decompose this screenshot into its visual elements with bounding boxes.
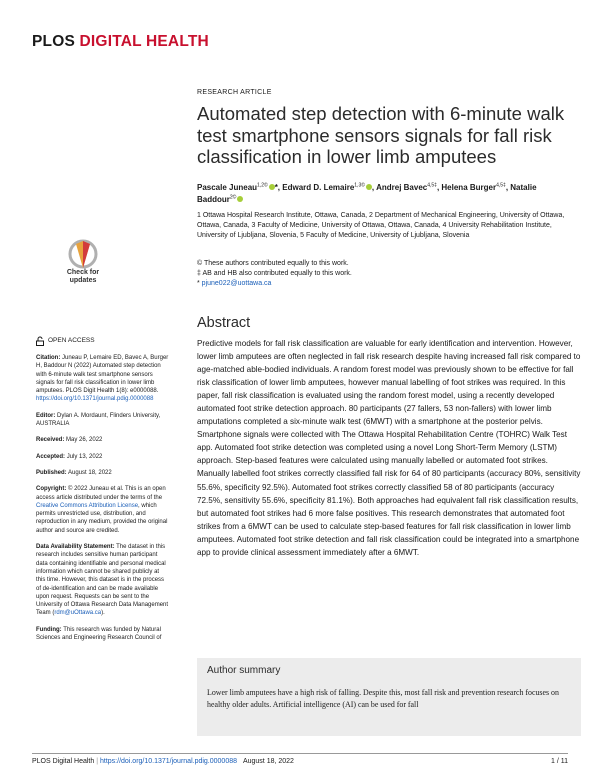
- footer-date: August 18, 2022: [242, 758, 294, 765]
- funding: Funding: This research was funded by Natural Sciences and Engineering Research Council of: [36, 626, 162, 642]
- check-for-updates-icon[interactable]: [62, 238, 104, 294]
- journal-name: DIGITAL HEALTH: [79, 33, 209, 50]
- footer-rule: [32, 753, 568, 754]
- check-for-updates-label[interactable]: Check for updates: [66, 269, 100, 284]
- accepted: Accepted: July 13, 2022: [36, 453, 103, 460]
- data-email-link[interactable]: rdm@uOttawa.ca: [54, 610, 102, 617]
- data-availability: Data Availability Statement: The dataset in this research includes sensitive human participant data containing identifiable and personal medical information which cannot be shared publicly at this time. However, this dataset is in the process of de-identification and can be made available upon request. Requests can be sent to the University of Ottawa Research Data Management Team (rdm@uOttawa.ca).: [36, 544, 169, 617]
- author-1[interactable]: Pascale Juneau$^{1,2©}$ *,: [197, 182, 283, 192]
- author-5[interactable]: Natalie Baddour$^{2©}$: [197, 183, 537, 204]
- author-notes: [197, 259, 577, 288]
- author-3[interactable]: Andrej Bavec$^{4,5\ddagger}$,: [376, 182, 442, 192]
- journal-prefix: PLOS: [32, 33, 76, 50]
- article-type: RESEARCH ARTICLE: [197, 89, 272, 96]
- cc-license-link[interactable]: Creative Commons Attribution License: [36, 502, 139, 509]
- copyright: Copyright: © 2022 Juneau et al. This is an open access article distributed under the terms of the Creative Commons Attribution License, which permits unrestricted use, distribution, and reproduction in any medium, provided the original author and source are credited.: [36, 486, 168, 534]
- footer-doi-link[interactable]: https://doi.org/10.1371/journal.pdig.0000088: [100, 758, 237, 765]
- corresponding-email[interactable]: * pjune022@uottawa.ca: [197, 279, 272, 287]
- author-4[interactable]: Helena Burger$^{4,5\ddagger}$,: [441, 182, 511, 192]
- author-summary-title: Author summary: [207, 665, 281, 676]
- note-ab-hb: ‡ AB and HB also contributed equally to this work.: [197, 269, 352, 277]
- journal-title: [32, 33, 209, 51]
- open-access-lock-icon: [36, 336, 44, 346]
- citation-doi-link[interactable]: https://doi.org/10.1371/journal.pdig.0000088: [36, 396, 154, 403]
- footer-left: PLOS Digital Health | https://doi.org/10.1371/journal.pdig.0000088 August 18, 2022: [32, 758, 294, 765]
- author-summary-body: Lower limb amputees have a high risk of falling. Despite this, most fall risk and prevention research focuses on healthy older adults. Artificial intelligence (AI) can be used for fall: [207, 688, 559, 710]
- abstract-heading: Abstract: [197, 315, 251, 331]
- affiliations: 1 Ottawa Hospital Research Institute, Ottawa, Canada, 2 Department of Mechanical Engineering, University of Ottawa, Ottawa, Canada, 3 Faculty of Medicine, University of Ottawa, Ottawa, Canada, 4 University Rehabilitation Institute, University of Ljubljana, Slovenia, 5 Faculty of Medicine, University of Ljubljana, Slovenia: [197, 212, 565, 239]
- sidebar: [36, 336, 170, 650]
- footer-journal: PLOS Digital Health: [32, 758, 95, 765]
- article-title: Automated step detection with 6-minute walk test smartphone sensors signals for fall risk classification in lower limb amputees: [197, 103, 565, 167]
- orcid-icon[interactable]: [237, 196, 243, 202]
- open-access-label: OPEN ACCESS: [48, 336, 95, 344]
- footer-page-number: 1 / 11: [551, 758, 568, 765]
- author-2[interactable]: Edward D. Lemaire$^{1,3©}$ ,: [282, 182, 377, 192]
- editor: Editor: Dylan A. Mordaunt, Flinders University, AUSTRALIA: [36, 412, 161, 428]
- received: Received: May 26, 2022: [36, 437, 103, 444]
- open-access-row: [36, 336, 170, 346]
- author-list: [197, 182, 577, 206]
- abstract-body: Predictive models for fall risk classification are valuable for early identification and intervention. However, lower limb amputees are often neglected in fall risk research despite having increased fall risk compared to age-matched able-bodied individuals. A random forest model was previously shown to be effective for fall risk classification of lower limb amputees, however manual labelling of foot strikes was required. In this paper, fall risk classification is evaluated using the random forest model, using a recently developed automated foot strike detection approach. 80 participants (27 fallers, 53 non-fallers) with lower limb amputations completed a six-minute walk test (6MWT) with a smartphone at the posterior pelvis. Smartphone signals were collected with The Ottawa Hospital Rehabilitation Centre (TOHRC) Walk Test app. Automated foot strike detection was completed using a novel Long Short-Term Memory (LSTM) approach. Step-based features were calculated using manually labelled or automated foot strikes. Manually labelled foot strikes correctly classified fall risk for 64 of 80 participants (accuracy 80%, sensitivity 55.6%, specificity 92.5%). Automated foot strikes correctly classified 58 of 80 participants (accuracy 72.5%, sensitivity 55.6%, specificity 81.1%). Both approaches had equivalent fall risk classification results, but automated foot strikes had 6 more false positives. This research demonstrates that automated foot strikes from a 6MWT can be used to calculate step-based features for fall risk classification in lower limb amputees. Automated foot strike detection and fall risk classification could be integrated into a smartphone app to provide clinical assessment immediately after a 6MWT.: [197, 339, 581, 557]
- citation: Citation: Juneau P, Lemaire ED, Bavec A, Burger H, Baddour N (2022) Automated step detection with 6-minute walk test smartphone sensors signals for fall risk classification in lower limb amputees. PLOS Digit Health 1(8): e0000088. https://doi.org/10.1371/journal.pdig.0000088: [36, 355, 169, 403]
- published: Published: August 18, 2022: [36, 469, 112, 476]
- note-equal-contribution: © These authors contributed equally to this work.: [197, 260, 349, 267]
